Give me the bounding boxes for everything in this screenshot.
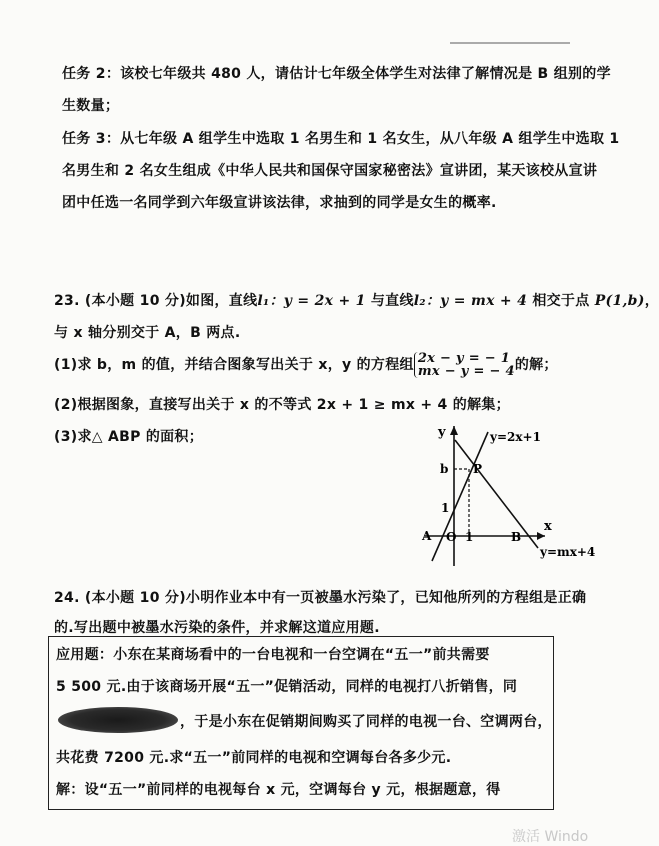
b-tick-label: b: [440, 462, 449, 476]
point-b-label: B: [511, 530, 522, 544]
q23-mid: 与直线: [365, 293, 414, 309]
q23-intro: 23. (本小题 10 分)如图，直线: [54, 293, 258, 309]
task3-line2: 名男生和 2 名女生组成《中华人民共和国保守国家秘密法》宣讲团，某天该校从宣讲: [62, 163, 598, 179]
one-y-label: 1: [441, 501, 450, 515]
ink-blot: [58, 707, 178, 733]
task3-line1: 任务 3：从七年级 A 组学生中选取 1 名男生和 1 名女生，从八年级 A 组学生中选取 1: [62, 131, 620, 147]
box-line4: 共花费 7200 元.求“五一”前同样的电视和空调每台各多少元.: [56, 750, 452, 766]
q23-line2: 与 x 轴分别交于 A，B 两点.: [54, 325, 241, 341]
task3-line3: 团中任选一名同学到六年级宣讲该法律，求抽到的同学是女生的概率.: [62, 195, 497, 211]
y-axis-arrow: [450, 426, 458, 435]
box-line2: 5 500 元.由于该商场开展“五一”促销活动，同样的电视打八折销售，同: [56, 679, 518, 695]
origin-label: O: [446, 530, 457, 544]
point-p: P(1,b): [594, 293, 645, 309]
function-graph: [410, 418, 610, 568]
one-x-label: 1: [465, 530, 474, 544]
box-line1: 应用题：小东在某商场看中的一台电视和一台空调在“五一”前共需要: [56, 647, 490, 663]
l2-label: l₂: [413, 293, 426, 309]
l1-label: l₁: [257, 293, 270, 309]
sys-row2: mx − y = − 4: [417, 364, 515, 379]
q23-part1: [54, 352, 558, 378]
task2-line2: 生数量；: [62, 98, 120, 114]
top-scan-line: [450, 42, 570, 44]
eq2: ：y = mx + 4: [425, 293, 528, 309]
part1-text: (1)求 b，m 的值，并结合图象写出关于 x，y 的方程组: [54, 357, 414, 373]
box-line3: ，于是小东在促销期间购买了同样的电视一台、空调两台，: [180, 714, 552, 730]
activation-watermark: 激活 Windo: [512, 829, 589, 845]
line-l1: [432, 432, 488, 561]
y-axis-label: y: [438, 425, 446, 440]
q23-mid2: 相交于点: [527, 293, 595, 309]
q24-line2: 的.写出题中被墨水污染的条件，并求解这道应用题.: [54, 620, 380, 636]
q23-part2: (2)根据图象，直接写出关于 x 的不等式 2x + 1 ≥ mx + 4 的解集；: [54, 397, 510, 413]
point-a-label: A: [422, 529, 432, 543]
equation-system: [414, 352, 515, 378]
x-axis-label: x: [544, 519, 552, 534]
q24-line1: 24. (本小题 10 分)小明作业本中有一页被墨水污染了，已知他所列的方程组是正确: [54, 590, 587, 606]
line1-label: y=2x+1: [490, 430, 541, 444]
q23-comma: ，: [644, 293, 659, 309]
part1-end: 的解；: [514, 357, 558, 373]
task2-line1: 任务 2：该校七年级共 480 人，请估计七年级全体学生对法律了解情况是 B 组别的学: [62, 66, 611, 82]
eq1: ：y = 2x + 1: [269, 293, 366, 309]
sys-row1: 2x − y = − 1: [417, 351, 511, 366]
point-p-label: P: [473, 462, 483, 476]
q23-line1: [54, 290, 659, 310]
box-line5: 解：设“五一”前同样的电视每台 x 元，空调每台 y 元，根据题意，得: [56, 782, 501, 798]
line2-label: y=mx+4: [540, 545, 596, 559]
q23-part3: (3)求△ ABP 的面积；: [54, 429, 204, 445]
